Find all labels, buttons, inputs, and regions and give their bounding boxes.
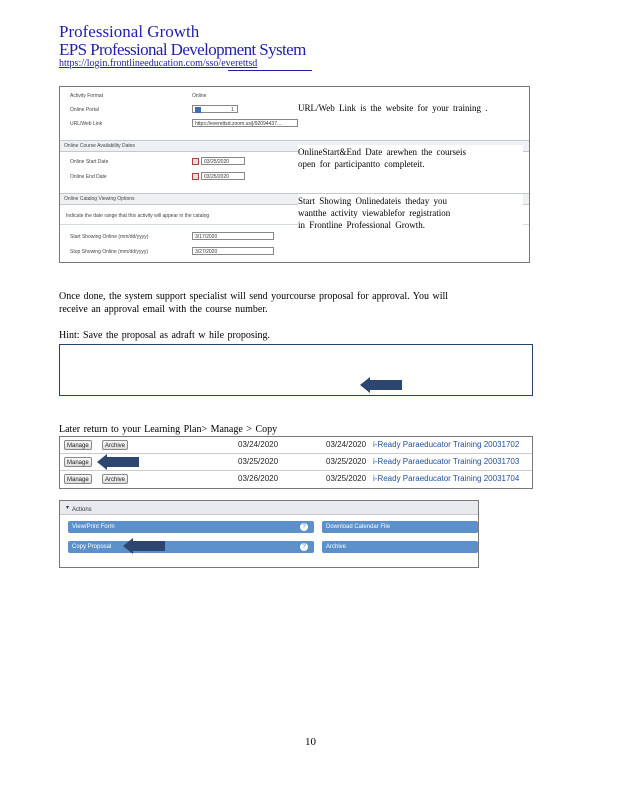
actions-header — [60, 501, 478, 515]
callout-showing-line1: Start Showing Onlinedateis theday you — [298, 196, 447, 206]
row-title-link[interactable]: i-Ready Paraeducator Training 20031704 — [373, 474, 520, 483]
copy-proposal-label: Copy Proposal — [72, 544, 112, 550]
row-date-2: 03/24/2020 — [326, 440, 367, 449]
field-label-activity-format: Activity Format — [70, 93, 104, 99]
help-icon[interactable]: ? — [300, 523, 308, 531]
calendar-icon[interactable] — [192, 158, 199, 165]
online-portal-select[interactable] — [192, 105, 238, 113]
approval-paragraph-line2: receive an approval email with the course number. — [59, 304, 268, 315]
calendar-icon[interactable] — [192, 173, 199, 180]
url-input[interactable]: https://everettsd.zoom.us/j/92094437... — [192, 119, 298, 127]
availability-section-title: Online Course Availability Dates — [64, 143, 136, 149]
learning-plan-screenshot — [59, 436, 533, 489]
row-title-link[interactable]: i-Ready Paraeducator Training 20031703 — [373, 457, 520, 466]
online-start-input[interactable]: 03/25/2020 — [201, 157, 245, 165]
row-date-2: 03/25/2020 — [326, 474, 367, 483]
callout-showing-line3: in Frontline Professional Growth. — [298, 220, 425, 230]
doc-title: Professional Growth — [59, 22, 200, 41]
login-link[interactable]: https://login.frontlineeducation.com/sso/everettsd — [59, 58, 258, 69]
doc-subtitle: EPS Professional Development System — [59, 40, 306, 59]
callout-url — [298, 102, 523, 114]
download-calendar-button[interactable]: Download Calendar File — [322, 521, 478, 533]
callout-start-end — [298, 145, 523, 171]
table-row — [60, 437, 532, 453]
row-title-link[interactable]: i-Ready Paraeducator Training 20031702 — [373, 440, 520, 449]
copy-proposal-button[interactable] — [68, 541, 314, 553]
row-date-1: 03/26/2020 — [238, 474, 279, 483]
approval-paragraph — [59, 290, 529, 316]
stop-showing-label: Stop Showing Online (mm/dd/yyyy) — [70, 249, 149, 255]
manage-button[interactable]: Manage — [64, 440, 92, 450]
callout-start-end-line2: open for participantto completeit. — [298, 159, 425, 169]
link-underline — [228, 70, 312, 71]
manage-button[interactable]: Manage — [64, 457, 92, 467]
hint-text: Hint: Save the proposal as adraft w hile proposing. — [59, 330, 271, 341]
actions-header-label: ▾ Actions — [66, 505, 92, 513]
row-date-1: 03/25/2020 — [238, 457, 279, 466]
online-end-label: Online End Date — [70, 174, 107, 180]
callout-url-text: URL/Web Link is the website for your training . — [298, 103, 488, 113]
start-showing-label: Start Showing Online (mm/dd/yyyy) — [70, 234, 149, 240]
portal-select-value: 1 — [231, 107, 234, 113]
catalog-section-title: Online Catalog Viewing Options — [64, 196, 135, 202]
callout-start-end-line1: OnlineStart&End Date arewhen the courseis — [298, 147, 466, 157]
portal-select-icon — [195, 107, 201, 113]
field-label-online-portal: Online Portal — [70, 107, 99, 113]
arrow-left-icon — [97, 454, 141, 470]
callout-showing-line2: wantthe activity viewablefor registration — [298, 208, 451, 218]
table-row — [60, 471, 532, 487]
row-date-1: 03/24/2020 — [238, 440, 279, 449]
help-icon[interactable]: ? — [300, 543, 308, 551]
field-value-activity-format: Online — [192, 93, 207, 99]
stop-showing-input[interactable]: 3/27/2020 — [192, 247, 274, 255]
archive-button[interactable]: Archive — [102, 474, 128, 484]
row-date-2: 03/25/2020 — [326, 457, 367, 466]
archive-action-button[interactable]: Archive — [322, 541, 478, 553]
catalog-note: Indicate the date range that this activity will appear in the catalog — [66, 213, 210, 219]
actions-screenshot — [59, 500, 479, 568]
view-print-form-label: View/Print Form — [72, 524, 115, 530]
view-print-form-button[interactable] — [68, 521, 314, 533]
page-number: 10 — [305, 736, 316, 748]
field-label-url: URL/Web Link — [70, 121, 103, 127]
start-showing-input[interactable]: 3/17/2020 — [192, 232, 274, 240]
online-start-label: Online Start Date — [70, 159, 109, 165]
actions-header-text: Actions — [72, 507, 92, 513]
later-instruction: Later return to your Learning Plan> Manage > Copy — [59, 424, 278, 435]
manage-button[interactable]: Manage — [64, 474, 92, 484]
online-end-input[interactable]: 03/25/2020 — [201, 172, 245, 180]
arrow-left-icon — [123, 538, 167, 554]
draft-screenshot-placeholder — [59, 344, 533, 396]
arrow-left-icon — [360, 377, 404, 393]
archive-button[interactable]: Archive — [102, 440, 128, 450]
approval-paragraph-line1: Once done, the system support specialist will send yourcourse proposal for approval. You will — [59, 291, 449, 302]
callout-showing — [298, 194, 523, 232]
